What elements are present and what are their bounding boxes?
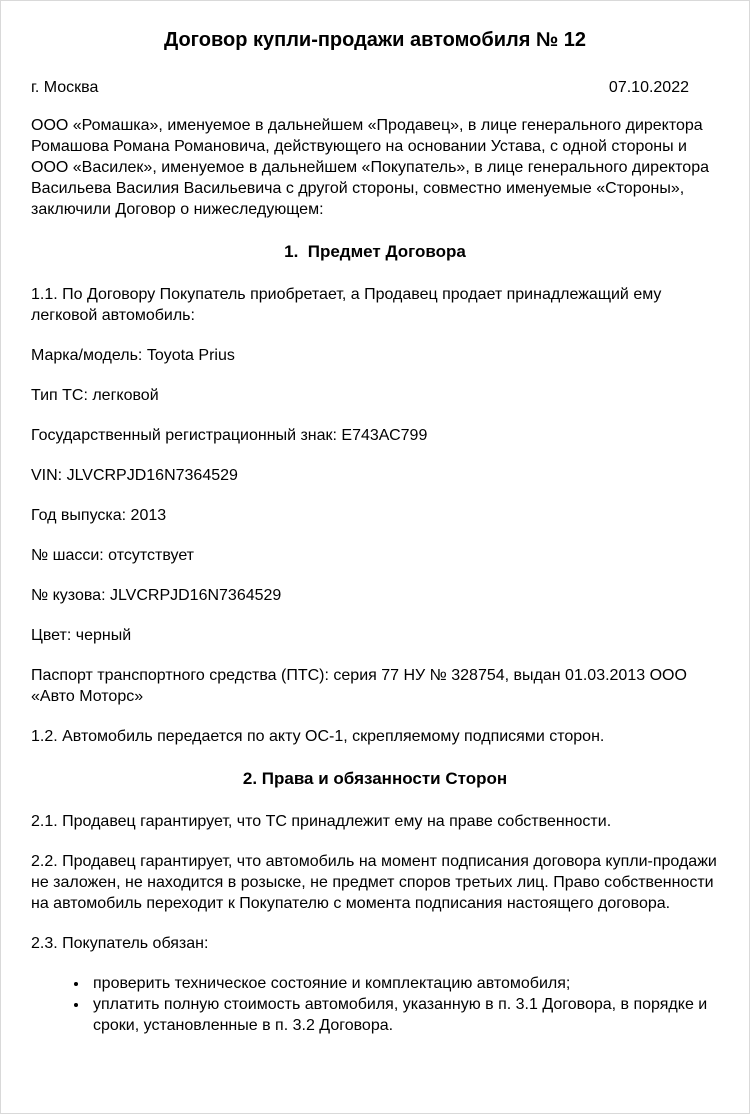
detail-chassis-number: № шасси: отсутствует: [31, 547, 195, 564]
clause-1-2: 1.2. Автомобиль передается по акту ОС-1, скрепляемому подписями сторон.: [31, 728, 605, 745]
document-title: Договор купли-продажи автомобиля № 12: [163, 29, 587, 51]
obligations-list: [31, 973, 719, 1036]
detail-body-number: № кузова: JLVCRPJD16N7364529: [31, 587, 282, 604]
detail-vin: VIN: JLVCRPJD16N7364529: [31, 467, 238, 484]
obligation-item: • проверить техническое состояние и комплектацию автомобиля;: [89, 973, 719, 994]
intro-paragraph: ООО «Ромашка», именуемое в дальнейшем «Продавец», в лице генерального директора Ромашова Романа Романовича, действующего на основании Устава, с одной стороны и ООО «Василек», именуемое в дальнейшем «Покупатель», в лице генерального директора Васильева Василия Васильевича с другой стороны, совместно именуемые «Стороны», заключили Договор о нижеследующем:: [31, 117, 709, 218]
clause-2-2: 2.2. Продавец гарантирует, что автомобиль на момент подписания договора купли-продажи не заложен, не находится в розыске, не предмет споров третьих лиц. Право собственности на автомобиль переходит к Покупателю с момента подписания настоящего договора.: [31, 853, 717, 912]
document-meta-row: [31, 77, 719, 98]
detail-make-model: Марка/модель: Toyota Prius: [31, 347, 235, 364]
detail-year: Год выпуска: 2013: [31, 507, 167, 524]
place-label: г. Москва: [31, 79, 99, 96]
detail-pts: Паспорт транспортного средства (ПТС): серия 77 НУ № 328754, выдан 01.03.2013 ООО «Авто Моторс»: [31, 667, 687, 705]
section-1-heading: 1. Предмет Договора: [284, 242, 466, 261]
detail-reg-plate: Государственный регистрационный знак: Е743АС799: [31, 427, 428, 444]
section-2-heading: 2. Права и обязанности Сторон: [242, 769, 508, 788]
detail-color: Цвет: черный: [31, 627, 132, 644]
obligation-item: • уплатить полную стоимость автомобиля, указанную в п. 3.1 Договора, в порядке и сроки, установленные в п. 3.2 Договора.: [89, 994, 719, 1036]
detail-vehicle-type: Тип ТС: легковой: [31, 387, 159, 404]
date-label: 07.10.2022: [608, 79, 689, 96]
clause-2-3: 2.3. Покупатель обязан:: [31, 935, 209, 952]
clause-2-1: 2.1. Продавец гарантирует, что ТС принадлежит ему на праве собственности.: [31, 813, 612, 830]
clause-1-1: 1.1. По Договору Покупатель приобретает, а Продавец продает принадлежащий ему легковой автомобиль:: [31, 286, 662, 324]
